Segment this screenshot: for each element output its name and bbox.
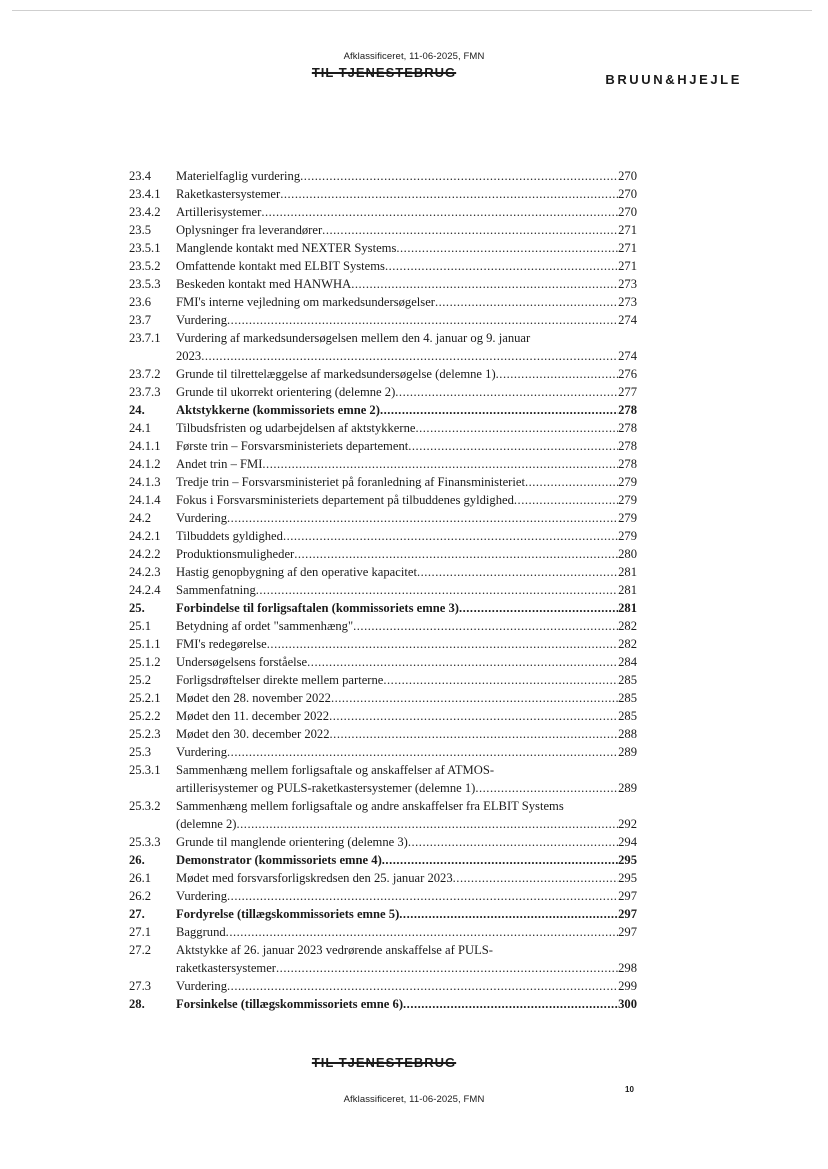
toc-entry — [129, 545, 637, 563]
top-rule — [12, 10, 812, 11]
toc-entry-title: Mødet med forsvarsforligskredsen den 25. januar 2023 — [176, 871, 453, 885]
toc-entry — [129, 635, 637, 653]
toc-entry-title: Materielfaglig vurdering — [176, 169, 301, 183]
toc-entry-title: raketkastersystemer — [176, 961, 277, 975]
dot-leader — [329, 707, 618, 725]
toc-entry — [129, 563, 637, 581]
toc-entry — [129, 851, 637, 869]
toc-entry-number: 25.3.2 — [129, 799, 161, 813]
toc-entry-page: 273 — [618, 277, 637, 291]
toc-entry — [129, 185, 637, 203]
toc-entry-number: 25.1.1 — [129, 637, 161, 651]
dot-leader — [351, 275, 618, 293]
toc-entry-page: 279 — [618, 529, 637, 543]
toc-entry — [129, 671, 637, 689]
toc-entry-page: 292 — [618, 817, 637, 831]
toc-entry-page: 278 — [618, 439, 637, 453]
toc-entry-title: Mødet den 30. december 2022 — [176, 727, 330, 741]
toc-entry-title: (delemne 2) — [176, 817, 237, 831]
dot-leader — [353, 617, 618, 635]
toc-entry-page: 297 — [618, 925, 637, 939]
toc-entry — [129, 941, 637, 977]
toc-entry-title: Aktstykkerne (kommissoriets emne 2) — [176, 403, 380, 417]
toc-entry — [129, 419, 637, 437]
dot-leader — [380, 401, 618, 419]
toc-entry-number: 24.1.4 — [129, 493, 161, 507]
dot-leader — [227, 887, 618, 905]
toc-entry-number: 23.4 — [129, 169, 152, 183]
toc-entry-title: Sammenhæng mellem forligsaftale og andre anskaffelser fra ELBIT Systems — [176, 799, 564, 813]
toc-entry-page: 298 — [618, 961, 637, 975]
toc-entry-title: Fordyrelse (tillægskommissoriets emne 5) — [176, 907, 400, 921]
toc-entry — [129, 743, 637, 761]
dot-leader — [307, 653, 618, 671]
dot-leader — [383, 671, 618, 689]
dot-leader — [262, 455, 618, 473]
toc-entry-title: Hastig genopbygning af den operative kapacitet — [176, 565, 417, 579]
toc-entry-title: Mødet den 11. december 2022 — [176, 709, 330, 723]
toc-entry-page: 285 — [618, 709, 637, 723]
dot-leader — [403, 995, 618, 1013]
toc-entry-number: 23.4.1 — [129, 187, 161, 201]
toc-entry — [129, 383, 637, 401]
toc-entry — [129, 203, 637, 221]
toc-entry-page: 299 — [618, 979, 637, 993]
toc-entry-title: Grunde til tilrettelæggelse af markedsundersøgelse (delemne 1) — [176, 367, 496, 381]
toc-entry-number: 24.2.3 — [129, 565, 161, 579]
toc-entry — [129, 869, 637, 887]
table-of-contents — [129, 167, 637, 1013]
toc-entry — [129, 329, 637, 365]
toc-entry-page: 276 — [618, 367, 637, 381]
toc-entry-page: 270 — [618, 205, 637, 219]
toc-entry-number: 28. — [129, 997, 145, 1011]
toc-entry-title: Første trin – Forsvarsministeriets departement — [176, 439, 409, 453]
toc-entry-title: FMI's interne vejledning om markedsundersøgelser — [176, 295, 435, 309]
toc-entry-page: 281 — [618, 601, 637, 615]
toc-entry — [129, 923, 637, 941]
toc-entry-title: Beskeden kontakt med HANWHA — [176, 277, 352, 291]
toc-entry-title: Oplysninger fra leverandører — [176, 223, 323, 237]
toc-entry-page: 297 — [618, 907, 637, 921]
dot-leader — [475, 779, 618, 797]
toc-entry-page: 277 — [618, 385, 637, 399]
toc-entry-page: 274 — [618, 313, 637, 327]
toc-entry-title: Vurdering — [176, 979, 228, 993]
toc-entry-title: Sammenhæng mellem forligsaftale og anskaffelser af ATMOS- — [176, 763, 495, 777]
toc-entry-page: 297 — [618, 889, 637, 903]
toc-entry-number: 24.1.2 — [129, 457, 161, 471]
toc-entry-page: 271 — [618, 259, 637, 273]
dot-leader — [395, 383, 618, 401]
restriction-header: TIL TJENESTEBRUG — [311, 65, 457, 80]
toc-entry-number: 27.3 — [129, 979, 152, 993]
toc-entry-page: 281 — [618, 565, 637, 579]
dot-leader — [514, 491, 618, 509]
toc-entry-page: 281 — [618, 583, 637, 597]
toc-entry-number: 24.1.3 — [129, 475, 161, 489]
toc-entry-number: 23.5.2 — [129, 259, 161, 273]
toc-entry-page: 285 — [618, 673, 637, 687]
toc-entry-title: Demonstrator (kommissoriets emne 4) — [176, 853, 382, 867]
toc-entry-number: 25.3.3 — [129, 835, 161, 849]
restriction-footer: TIL TJENESTEBRUG — [311, 1055, 457, 1070]
toc-entry — [129, 293, 637, 311]
toc-entry — [129, 725, 637, 743]
toc-entry-page: 279 — [618, 493, 637, 507]
toc-entry-page: 271 — [618, 241, 637, 255]
dot-leader — [459, 599, 618, 617]
toc-entry — [129, 491, 637, 509]
toc-entry-number: 27.2 — [129, 943, 152, 957]
toc-entry-number: 24.2.4 — [129, 583, 161, 597]
dot-leader — [408, 437, 618, 455]
toc-entry-page: 289 — [618, 745, 637, 759]
dot-leader — [322, 221, 618, 239]
dot-leader — [227, 311, 618, 329]
toc-entry-title: Forligsdrøftelser direkte mellem parterne — [176, 673, 384, 687]
toc-entry-number: 24.1.1 — [129, 439, 161, 453]
toc-entry-title: Tilbudsfristen og udarbejdelsen af aktstykkerne — [176, 421, 416, 435]
toc-entry — [129, 311, 637, 329]
toc-entry-number: 24.2 — [129, 511, 152, 525]
toc-entry — [129, 653, 637, 671]
toc-entry-number: 23.7.3 — [129, 385, 161, 399]
toc-entry-page: 270 — [618, 187, 637, 201]
toc-entry-title: FMI's redegørelse — [176, 637, 267, 651]
toc-entry-page: 270 — [618, 169, 637, 183]
dot-leader — [280, 185, 618, 203]
toc-entry-number: 23.7 — [129, 313, 152, 327]
toc-entry-page: 280 — [618, 547, 637, 561]
toc-entry-title: Aktstykke af 26. januar 2023 vedrørende anskaffelse af PULS- — [176, 943, 493, 957]
toc-entry-number: 25.2.3 — [129, 727, 161, 741]
toc-entry-title: Mødet den 28. november 2022 — [176, 691, 331, 705]
dot-leader — [382, 851, 618, 869]
toc-entry-page: 285 — [618, 691, 637, 705]
toc-entry — [129, 977, 637, 995]
toc-entry-title: 2023 — [176, 349, 202, 363]
toc-entry-number: 25.3 — [129, 745, 152, 759]
dot-leader — [201, 347, 618, 365]
toc-entry — [129, 437, 637, 455]
page-number: 10 — [625, 1085, 634, 1094]
toc-entry-number: 25.2 — [129, 673, 152, 687]
dot-leader — [300, 167, 618, 185]
toc-entry — [129, 617, 637, 635]
toc-entry-number: 25.2.1 — [129, 691, 161, 705]
toc-entry-title: Vurdering — [176, 511, 228, 525]
toc-entry-title: Fokus i Forsvarsministeriets departement på tilbuddenes gyldighed — [176, 493, 514, 507]
dot-leader — [385, 257, 618, 275]
toc-entry-number: 26.1 — [129, 871, 152, 885]
toc-entry-page: 284 — [618, 655, 637, 669]
dot-leader — [276, 959, 618, 977]
toc-entry-page: 295 — [618, 871, 637, 885]
toc-entry-number: 23.7.1 — [129, 331, 161, 345]
toc-entry — [129, 599, 637, 617]
toc-entry — [129, 455, 637, 473]
toc-entry-page: 278 — [618, 403, 637, 417]
dot-leader — [294, 545, 618, 563]
toc-entry-number: 25.1 — [129, 619, 152, 633]
dot-leader — [525, 473, 618, 491]
toc-entry-title: artillerisystemer og PULS-raketkastersystemer (delemne 1) — [176, 781, 476, 795]
toc-entry-title: Vurdering af markedsundersøgelsen mellem den 4. januar og 9. januar — [176, 331, 531, 345]
toc-entry-number: 23.7.2 — [129, 367, 161, 381]
dot-leader — [227, 509, 618, 527]
toc-entry — [129, 221, 637, 239]
dot-leader — [283, 527, 618, 545]
classification-footer: Afklassificeret, 11-06-2025, FMN — [343, 1094, 485, 1105]
toc-entry — [129, 887, 637, 905]
toc-entry-title: Forbindelse til forligsaftalen (kommissoriets emne 3) — [176, 601, 459, 615]
toc-entry-page: 278 — [618, 457, 637, 471]
toc-entry-page: 294 — [618, 835, 637, 849]
toc-entry-title: Betydning af ordet "sammenhæng" — [176, 619, 354, 633]
toc-entry-number: 25.3.1 — [129, 763, 161, 777]
dot-leader — [226, 923, 618, 941]
toc-entry — [129, 401, 637, 419]
toc-entry — [129, 707, 637, 725]
dot-leader — [453, 869, 618, 887]
dot-leader — [496, 365, 618, 383]
dot-leader — [227, 743, 618, 761]
toc-entry-page: 279 — [618, 511, 637, 525]
toc-entry-title: Tredje trin – Forsvarsministeriet på foranledning af Finansministeriet — [176, 475, 525, 489]
toc-entry-page: 273 — [618, 295, 637, 309]
toc-entry-number: 24.2.1 — [129, 529, 161, 543]
classification-header: Afklassificeret, 11-06-2025, FMN — [343, 51, 485, 62]
toc-entry-number: 25. — [129, 601, 145, 615]
toc-entry-page: 300 — [618, 997, 637, 1011]
toc-entry — [129, 689, 637, 707]
dot-leader — [237, 815, 619, 833]
toc-entry-title: Artillerisystemer — [176, 205, 262, 219]
dot-leader — [399, 905, 618, 923]
toc-entry-number: 25.1.2 — [129, 655, 161, 669]
toc-entry — [129, 473, 637, 491]
dot-leader — [256, 581, 618, 599]
toc-entry-page: 289 — [618, 781, 637, 795]
toc-entry — [129, 167, 637, 185]
toc-entry — [129, 257, 637, 275]
toc-entry-number: 23.4.2 — [129, 205, 161, 219]
toc-entry-page: 279 — [618, 475, 637, 489]
toc-entry-number: 24.2.2 — [129, 547, 161, 561]
toc-entry — [129, 365, 637, 383]
toc-entry-page: 288 — [618, 727, 637, 741]
toc-entry-number: 23.5.3 — [129, 277, 161, 291]
brand-logo: BRUUN&HJEJLE — [605, 72, 742, 87]
toc-entry-page: 278 — [618, 421, 637, 435]
toc-entry-title: Manglende kontakt med NEXTER Systems — [176, 241, 397, 255]
toc-entry — [129, 833, 637, 851]
dot-leader — [415, 419, 618, 437]
toc-entry-title: Grunde til ukorrekt orientering (delemne 2) — [176, 385, 396, 399]
toc-entry-title: Produktionsmuligheder — [176, 547, 295, 561]
toc-entry-number: 25.2.2 — [129, 709, 161, 723]
toc-entry — [129, 509, 637, 527]
toc-entry — [129, 581, 637, 599]
toc-entry — [129, 995, 637, 1013]
toc-entry-page: 274 — [618, 349, 637, 363]
toc-entry-title: Raketkastersystemer — [176, 187, 281, 201]
dot-leader — [267, 635, 618, 653]
toc-entry-number: 24.1 — [129, 421, 152, 435]
dot-leader — [331, 689, 618, 707]
toc-entry-title: Andet trin – FMI — [176, 457, 263, 471]
toc-entry — [129, 239, 637, 257]
toc-entry-number: 27. — [129, 907, 145, 921]
toc-entry — [129, 275, 637, 293]
toc-entry — [129, 527, 637, 545]
toc-entry-number: 26. — [129, 853, 145, 867]
toc-entry-title: Tilbuddets gyldighed — [176, 529, 283, 543]
dot-leader — [435, 293, 618, 311]
toc-entry — [129, 761, 637, 797]
toc-entry-title: Vurdering — [176, 889, 228, 903]
toc-entry-number: 23.6 — [129, 295, 152, 309]
toc-entry-title: Forsinkelse (tillægskommissoriets emne 6) — [176, 997, 404, 1011]
dot-leader — [408, 833, 618, 851]
toc-entry-page: 295 — [618, 853, 637, 867]
toc-entry-page: 282 — [618, 619, 637, 633]
toc-entry-number: 26.2 — [129, 889, 152, 903]
toc-entry-page: 282 — [618, 637, 637, 651]
toc-entry-number: 27.1 — [129, 925, 152, 939]
dot-leader — [417, 563, 618, 581]
toc-entry-title: Grunde til manglende orientering (delemne 3) — [176, 835, 408, 849]
toc-entry-number: 23.5 — [129, 223, 152, 237]
toc-entry-number: 23.5.1 — [129, 241, 161, 255]
toc-entry-title: Undersøgelsens forståelse — [176, 655, 308, 669]
toc-entry-title: Omfattende kontakt med ELBIT Systems — [176, 259, 385, 273]
dot-leader — [330, 725, 619, 743]
dot-leader — [227, 977, 618, 995]
toc-entry-title: Vurdering — [176, 745, 228, 759]
toc-entry-title: Vurdering — [176, 313, 228, 327]
toc-entry-number: 24. — [129, 403, 145, 417]
toc-entry-page: 271 — [618, 223, 637, 237]
toc-entry — [129, 905, 637, 923]
toc-entry — [129, 797, 637, 833]
dot-leader — [261, 203, 618, 221]
toc-entry-title: Sammenfatning — [176, 583, 256, 597]
toc-entry-title: Baggrund — [176, 925, 226, 939]
dot-leader — [396, 239, 618, 257]
